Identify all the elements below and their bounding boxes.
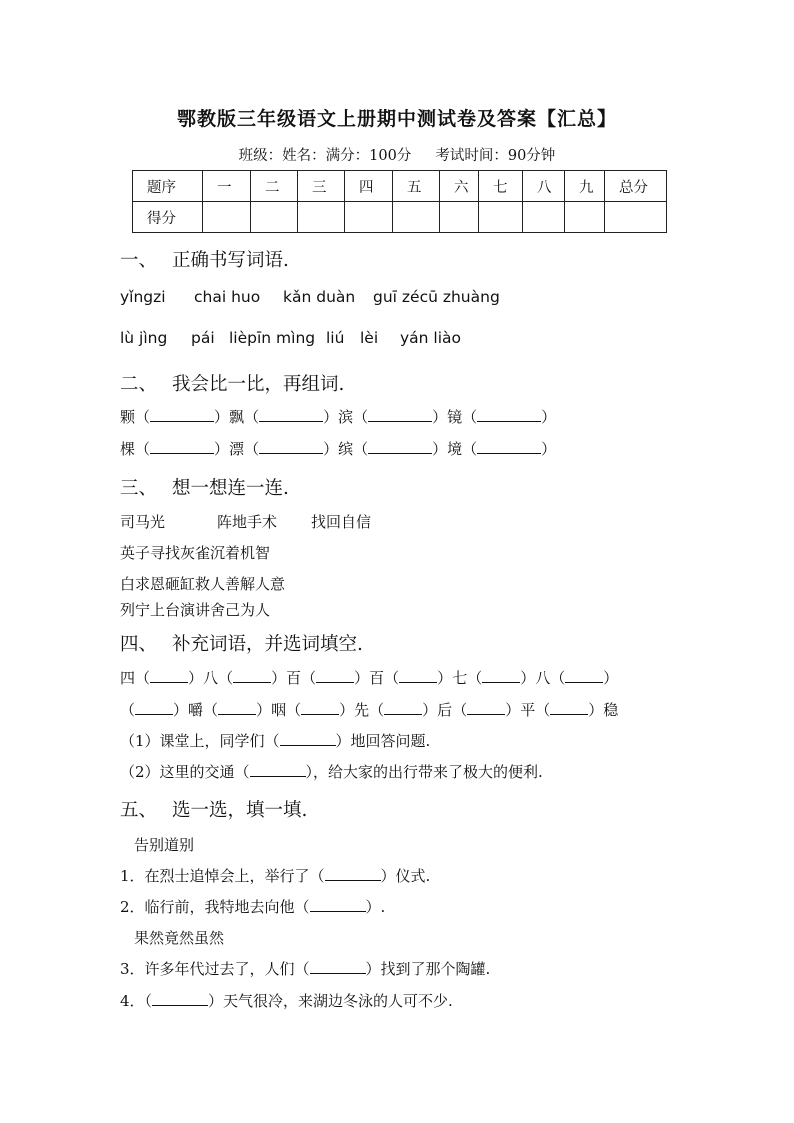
blank[interactable] (259, 439, 323, 454)
question-text: ）找到了那个陶罐. (365, 960, 491, 978)
table-cell: 总分 (605, 171, 667, 202)
pinyin-item: liú (326, 329, 345, 347)
word-choices-2: 果然竟然虽然 (134, 929, 225, 947)
section-title: 选一选，填一填. (172, 800, 308, 821)
pinyin-item: chai huo (194, 288, 261, 306)
table-cell: 八 (523, 171, 565, 202)
table-cell: 一 (203, 171, 251, 202)
section-4-heading (120, 630, 363, 656)
section-1-heading (120, 246, 289, 272)
score-input-cell[interactable] (345, 202, 393, 233)
table-cell: 三 (298, 171, 345, 202)
question-text: 4．（ (120, 992, 153, 1010)
choose-question-1 (120, 865, 430, 886)
blank[interactable] (384, 700, 422, 715)
score-input-cell[interactable] (251, 202, 298, 233)
section-title: 想一想连一连. (172, 478, 289, 499)
compare-row-1: 颗（ ）飘（ ）滨（ ）镜（ ） (120, 408, 557, 426)
blank[interactable] (477, 407, 541, 422)
blank[interactable] (310, 897, 366, 912)
word-choices-1: 告别道别 (134, 836, 195, 854)
blank[interactable] (218, 700, 256, 715)
question-text: ）天气很冷，来湖边冬泳的人可不少. (208, 992, 453, 1010)
question-text: （1）课堂上，同学们（ (120, 732, 280, 750)
score-input-cell[interactable] (565, 202, 605, 233)
question-text: ）. (365, 898, 386, 916)
page-title: 鄂教版三年级语文上册期中测试卷及答案【汇总】 (176, 108, 617, 130)
question-text: ）地回答问题. (335, 732, 431, 750)
table-cell: 六 (440, 171, 479, 202)
score-table (132, 170, 667, 233)
char: 飘 (229, 408, 245, 426)
section-2-heading (120, 370, 344, 396)
blank[interactable] (399, 668, 437, 683)
section-number: 四、 (120, 634, 158, 655)
fill-question-2 (120, 761, 543, 782)
table-cell: 四 (345, 171, 393, 202)
pinyin-item: lù jìng (120, 329, 168, 347)
score-input-cell[interactable] (393, 202, 440, 233)
compare-row-2: 棵（ ）漂（ ）缤（ ）境（ ） (120, 440, 557, 458)
char: 先 (354, 701, 370, 719)
blank[interactable] (152, 991, 208, 1006)
char: 咽 (271, 701, 287, 719)
choose-question-2 (120, 896, 385, 917)
pinyin-row-2 (120, 329, 461, 347)
exam-info (0, 144, 794, 165)
class-name-score: 班级：姓名：满分：100分 (238, 148, 412, 164)
fill-row-2: （ ）嚼（ ）咽（ ）先（ ）后（ ）平（ ）稳 (120, 701, 619, 719)
char: 滨 (338, 408, 354, 426)
choose-question-3 (120, 958, 490, 979)
score-input-cell[interactable] (523, 202, 565, 233)
blank[interactable] (150, 407, 214, 422)
blank[interactable] (310, 959, 366, 974)
char: 四 (120, 669, 136, 687)
blank[interactable] (259, 407, 323, 422)
blank[interactable] (233, 668, 271, 683)
section-title: 补充词语，并选词填空. (172, 634, 363, 655)
question-text: ），给大家的出行带来了极大的便利. (305, 763, 543, 781)
blank[interactable] (250, 762, 306, 777)
section-number: 三、 (120, 478, 158, 499)
blank[interactable] (368, 439, 432, 454)
question-text: 3．许多年代过去了，人们（ (120, 960, 310, 978)
connect-row-3: 白求恩砸缸救人善解人意 (120, 575, 286, 593)
blank[interactable] (150, 668, 188, 683)
char: 境 (447, 440, 463, 458)
exam-time: 考试时间：90分钟 (435, 148, 556, 164)
table-cell: 九 (565, 171, 605, 202)
question-text: ）仪式. (380, 867, 431, 885)
section-number: 五、 (120, 800, 158, 821)
blank[interactable] (467, 700, 505, 715)
table-cell: 题序 (133, 171, 203, 202)
connect-row-2: 英子寻找灰雀沉着机智 (120, 544, 271, 562)
char: 八 (535, 669, 551, 687)
pinyin-item: guī zécū zhuàng (373, 288, 500, 306)
section-5-heading (120, 796, 307, 822)
question-text: （2）这里的交通（ (120, 763, 250, 781)
char: 颗 (120, 408, 136, 426)
char: 缤 (338, 440, 354, 458)
section-number: 一、 (120, 250, 158, 271)
blank[interactable] (565, 668, 603, 683)
char: 漂 (229, 440, 245, 458)
pinyin-item: yǐngzi (120, 288, 166, 306)
blank[interactable] (477, 439, 541, 454)
blank[interactable] (280, 731, 336, 746)
score-input-cell[interactable] (298, 202, 345, 233)
connect-item: 找回自信 (311, 513, 372, 531)
pinyin-item: lièpīn mìng (229, 329, 316, 347)
pinyin-item: yán liào (400, 329, 462, 347)
char: 平 (520, 701, 536, 719)
char: 嚼 (188, 701, 204, 719)
question-text: 2．临行前，我特地去向他（ (120, 898, 310, 916)
pinyin-row-1 (120, 288, 500, 306)
section-3-heading (120, 474, 289, 500)
table-cell: 七 (479, 171, 523, 202)
score-input-cell[interactable] (479, 202, 523, 233)
connect-item: 阵地手术 (217, 513, 278, 531)
table-cell: 五 (393, 171, 440, 202)
pinyin-item: pái (191, 329, 215, 347)
blank[interactable] (368, 407, 432, 422)
char: 镜 (447, 408, 463, 426)
pinyin-item: kǎn duàn (283, 288, 356, 306)
char: 百 (286, 669, 302, 687)
char: 后 (437, 701, 453, 719)
section-title: 正确书写词语. (172, 250, 289, 271)
fill-question-1 (120, 730, 430, 751)
char: 七 (452, 669, 468, 687)
pinyin-item: lèi (360, 329, 379, 347)
blank[interactable] (482, 668, 520, 683)
char: 八 (203, 669, 219, 687)
blank[interactable] (550, 700, 588, 715)
blank[interactable] (316, 668, 354, 683)
blank[interactable] (135, 700, 173, 715)
table-cell: 得分 (133, 202, 203, 233)
blank[interactable] (150, 439, 214, 454)
section-title: 我会比一比，再组词. (172, 374, 345, 395)
score-table-header-row (133, 171, 667, 202)
choose-question-4 (120, 990, 453, 1011)
char: 棵 (120, 440, 136, 458)
connect-item: 司马光 (120, 513, 166, 531)
score-table-score-row (133, 202, 667, 233)
score-input-cell[interactable] (605, 202, 667, 233)
question-text: 1．在烈士追悼会上，举行了（ (120, 867, 325, 885)
char: 稳 (603, 701, 619, 719)
char: 百 (369, 669, 385, 687)
connect-row-4: 列宁上台演讲舍己为人 (120, 601, 271, 619)
table-cell: 二 (251, 171, 298, 202)
section-number: 二、 (120, 374, 158, 395)
blank[interactable] (301, 700, 339, 715)
blank[interactable] (325, 866, 381, 881)
score-input-cell[interactable] (203, 202, 251, 233)
fill-row-1: 四（ ）八（ ）百（ ）百（ ）七（ ）八（ ） (120, 669, 619, 687)
score-input-cell[interactable] (440, 202, 479, 233)
connect-row-1 (120, 511, 371, 532)
